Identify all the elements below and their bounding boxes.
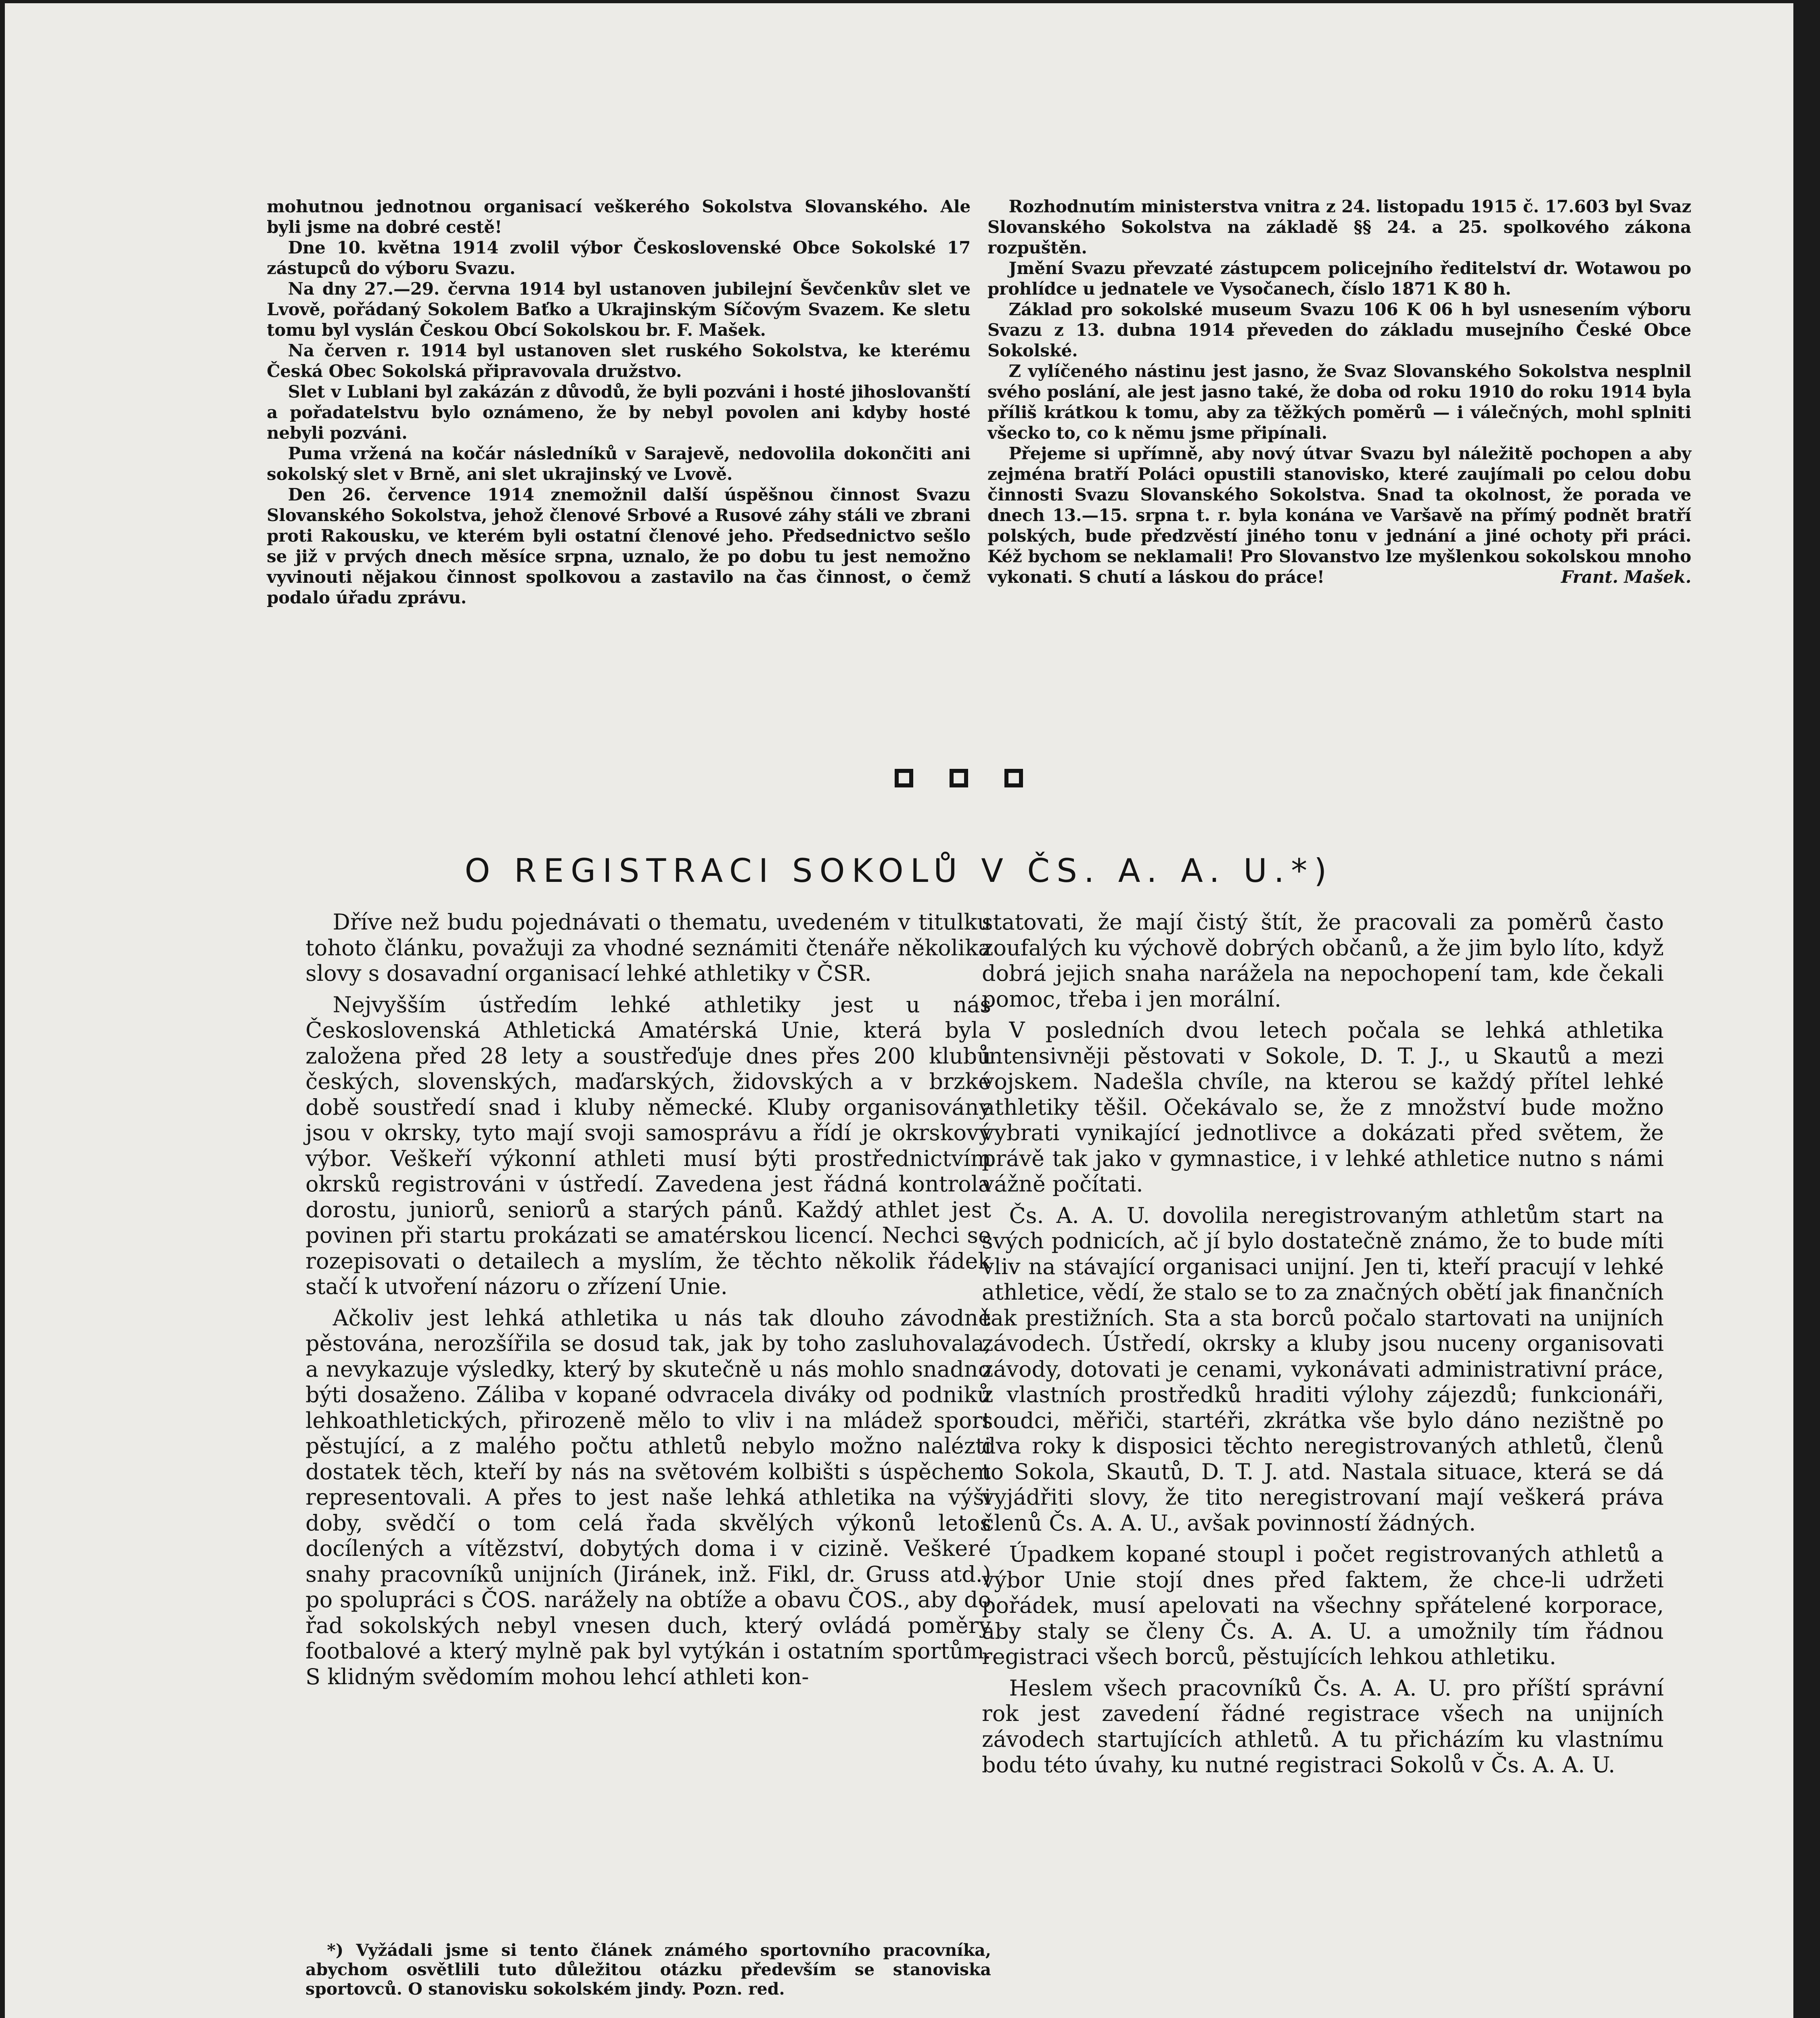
- paragraph: Přejeme si upřímně, aby nový útvar Svazu byl náležitě pochopen a aby zejména bratří Poláci opustili stanovisko, které zaujímali po celou dobu činnosti Svazu Slovanského Sokolstva. Snad ta okolnost, že porada ve dnech 13.—15. srpna t. r. byla konána ve Varšavě na přímý podnět bratří polských, bude předzvěstí jiného tonu v jednání a jiné ochoty při práci. Kéž bychom se neklamali! Pro Slovanstvo lze myšlenkou sokolskou mnoho vykonati. S chutí a láskou do práce!: [987, 444, 1691, 587]
- paragraph: Čs. A. A. U. dovolila neregistrovaným athletům start na svých podnicích, ač jí bylo dostatečně známo, že to bude míti vliv na stávající organisaci unijní. Jen ti, kteří pracují v lehké athletice, vědí, že stalo se to za značných obětí jak finančních tak prestižních. Sta a sta borců počalo startovati na unijních závodech. Ústředí, okrsky a kluby jsou nuceny organisovati závody, dotovati je cenami, vykonávati administrativní práce, z vlastních prostředků hraditi výlohy zájezdů; funkcionáři, soudci, měřiči, startéři, zkrátka vše bylo dáno nezištně po dva roky k disposici těchto neregistrovaných athletů, členů to Sokola, Skautů, D. T. J. atd. Nastala situace, která se dá vyjádřiti slovy, že tito neregistrovaní mají veškerá práva členů Čs. A. A. U., avšak povinností žádných.: [982, 1202, 1664, 1536]
- paragraph: Základ pro sokolské museum Svazu 106 K 06 h byl usnesením výboru Svazu z 13. dubna 1914 převeden do základu musejního České Obce Sokolské.: [987, 299, 1691, 360]
- paragraph: Den 26. července 1914 znemožnil další úspěšnou činnost Svazu Slovanského Sokolstva, jehož členové Srbové a Rusové záhy stáli ve zbrani proti Rakousku, ve kterém byli ostatní členové jeho. Předsednictvo sešlo se již v prvých dnech měsíce srpna, uznalo, že po dobu tu jest nemožno vyvinouti nějakou činnost spolkovou a zastavilo na čas činnost, o čemž podalo úřadu zprávu.: [267, 485, 971, 607]
- square-ornament-icon: [950, 769, 968, 787]
- top-right-column: [987, 196, 1691, 587]
- article-left-column: [305, 909, 991, 1695]
- paragraph: Dne 10. května 1914 zvolil výbor Československé Obce Sokolské 17 zástupců do výboru Svazu.: [267, 238, 971, 278]
- section-separator: [895, 769, 1023, 787]
- paragraph: Z vylíčeného nástinu jest jasno, že Svaz Slovanského Sokolstva nesplnil svého poslání, ale jest jasno také, že doba od roku 1910 do roku 1914 byla příliš krátkou k tomu, aby za těžkých poměrů — i válečných, mohl splniti všecko to, co k němu jsme připínali.: [987, 361, 1691, 443]
- paragraph: V posledních dvou letech počala se lehká athletika intensivněji pěstovati v Sokole, D. T. J., u Skautů a mezi vojskem. Nadešla chvíle, na kterou se každý přítel lehké athletiky těšil. Očekávalo se, že z množství bude možno vybrati vynikající jednotlivce a dokázati před světem, že právě tak jako v gymnastice, i v lehké athletice nutno s námi vážně počítati.: [982, 1017, 1664, 1197]
- paragraph: Rozhodnutím ministerstva vnitra z 24. listopadu 1915 č. 17.603 byl Svaz Slovanského Sokolstva na základě §§ 24. a 25. spolkového zákona rozpuštěn.: [987, 197, 1691, 257]
- square-ornament-icon: [1004, 769, 1023, 787]
- article-right-column: [982, 909, 1664, 1784]
- footnote: [305, 1941, 991, 1999]
- paragraph: statovati, že mají čistý štít, že pracovali za poměrů často zoufalých ku výchově dobrých občanů, a že jim bylo líto, když dobrá jejich snaha narážela na nepochopení tam, kde čekali pomoc, třeba i jen morální.: [982, 909, 1664, 1012]
- top-left-column: [267, 196, 971, 608]
- paragraph: Puma vržená na kočár následníků v Sarajevě, nedovolila dokončiti ani sokolský slet v Brně, ani slet ukrajinský ve Lvově.: [267, 444, 971, 484]
- article-title: O REGISTRACI SOKOLŮ V ČS. A. A. U.*): [464, 852, 1334, 890]
- paragraph: Na dny 27.—29. června 1914 byl ustanoven jubilejní Ševčenkův slet ve Lvově, pořádaný Sokolem Baťko a Ukrajinským Síčovým Svazem. Ke sletu tomu byl vyslán Českou Obcí Sokolskou br. F. Mašek.: [267, 279, 971, 340]
- paragraph: Ačkoliv jest lehká athletika u nás tak dlouho závodně pěstována, nerozšířila se dosud tak, jak by toho zasluhovala, a nevykazuje výsledky, který by skutečně u nás mohlo snadno býti dosaženo. Záliba v kopané odvracela diváky od podniků lehkoathletických, přirozeně mělo to vliv i na mládež sport pěstující, a z malého počtu athletů nebylo možno nalézti dostatek těch, kteří by nás na světovém kolbišti s úspěchem representovali. A přes to jest naše lehká athletika na výši doby, svědčí o tom celá řada skvělých výkonů letos docílených a vítězství, dobytých doma i v cizině. Veškeré snahy pracovníků unijních (Jiránek, inž. Fikl, dr. Gruss atd.) po spolupráci s ČOS. narážely na obtíže a obavu ČOS., aby do řad sokolských nebyl vnesen duch, který ovládá poměry footbalové a který mylně pak byl vytýkán i ostatním sportům. S klidným svědomím mohou lehcí athleti kon-: [305, 1305, 991, 1689]
- paragraph: Úpadkem kopané stoupl i počet registrovaných athletů a výbor Unie stojí dnes před faktem, že chce-li udržeti pořádek, musí apelovati na všechny spřátelené korporace, aby staly se členy Čs. A. A. U. a umožnily tím řádnou registraci všech borců, pěstujících lehkou athletiku.: [982, 1541, 1664, 1669]
- author-signature: Frant. Mašek.: [1561, 567, 1691, 587]
- paragraph: mohutnou jednotnou organisací veškerého Sokolstva Slovanského. Ale byli jsme na dobré cestě!: [267, 197, 971, 237]
- paragraph: Jmění Svazu převzaté zástupcem policejního ředitelství dr. Wotawou po prohlídce u jednatele ve Vysočanech, číslo 1871 K 80 h.: [987, 258, 1691, 299]
- square-ornament-icon: [895, 769, 913, 787]
- magazine-page: [5, 3, 1793, 2018]
- paragraph: Dříve než budu pojednávati o thematu, uvedeném v titulku tohoto článku, považuji za vhodné seznámiti čtenáře několika slovy s dosavadní organisací lehké athletiky v ČSR.: [305, 909, 991, 986]
- paragraph: Nejvyšším ústředím lehké athletiky jest u nás Československá Athletická Amatérská Unie, která byla založena před 28 lety a soustřeďuje dnes přes 200 klubů českých, slovenských, maďarských, židovských a v brzké době soustředí snad i kluby německé. Kluby organisovány jsou v okrsky, tyto mají svoji samosprávu a řídí je okrskový výbor. Veškeří výkonní athleti musí býti prostřednictvím okrsků registrováni v ústředí. Zavedena jest řádná kontrola dorostu, juniorů, seniorů a starých pánů. Každý athlet jest povinen při startu prokázati se amatérskou licencí. Nechci se rozepisovati o detailech a myslím, že těchto několik řádek stačí k utvoření názoru o zřízení Unie.: [305, 992, 991, 1299]
- footnote-text: *) Vyžádali jsme si tento článek známého sportovního pracovníka, abychom osvětlili tuto důležitou otázku především se stanoviska sportovců. O stanovisku sokolském jindy. Pozn. red.: [305, 1941, 991, 1999]
- paragraph: Na červen r. 1914 byl ustanoven slet ruského Sokolstva, ke kterému Česká Obec Sokolská připravovala družstvo.: [267, 341, 971, 381]
- paragraph: Heslem všech pracovníků Čs. A. A. U. pro příští správní rok jest zavedení řádné registrace všech na unijních závodech startujících athletů. A tu přicházím ku vlastnímu bodu této úvahy, ku nutné registraci Sokolů v Čs. A. A. U.: [982, 1675, 1664, 1777]
- paragraph: Slet v Lublani byl zakázán z důvodů, že byli pozváni i hosté jihoslovanští a pořadatelstvu bylo oznámeno, že by nebyl povolen ani kdyby hosté nebyli pozváni.: [267, 382, 971, 443]
